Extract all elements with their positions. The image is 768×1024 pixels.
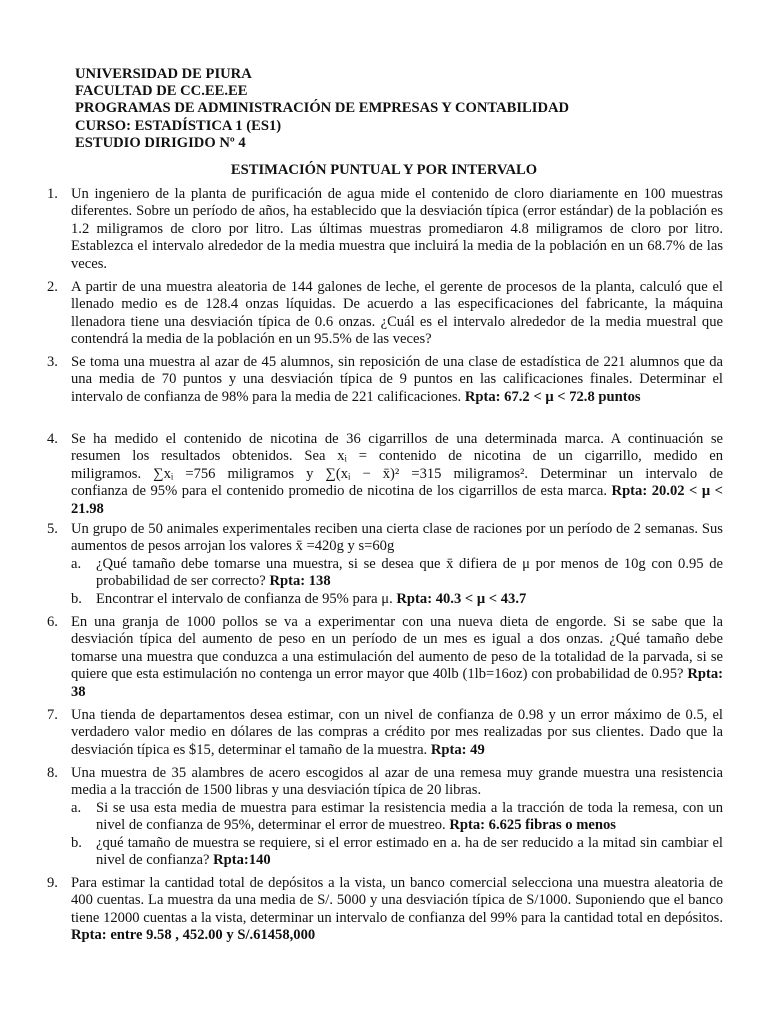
problem-number: 9.	[47, 875, 58, 891]
answer: Rpta:140	[213, 852, 271, 869]
problem-2	[47, 279, 723, 349]
course-name: CURSO: ESTADÍSTICA 1 (ES1)	[75, 117, 282, 134]
subitem-a	[71, 800, 723, 835]
problem-4	[47, 431, 723, 518]
problem-number: 6.	[47, 614, 58, 630]
problem-9	[47, 875, 723, 945]
problem-6	[47, 614, 723, 701]
problem-number: 8.	[47, 765, 58, 781]
problem-text: Se toma una muestra al azar de 45 alumnos, sin reposición de una clase de estadística de 221 alumnos que da una media de 70 puntos y una desviación típica de 9 puntos en las calificaciones finales. Determinar el intervalo de confianza de 98% para la media de 221 calificaciones.	[71, 354, 723, 405]
subitem-text: Si se usa esta media de muestra para estimar la resistencia media a la tracción de toda la remesa, con un nivel de confianza de 95%, determinar el error de muestreo.	[96, 799, 723, 834]
problem-number: 1.	[47, 186, 58, 202]
problem-number: 3.	[47, 354, 58, 370]
subitem-a	[71, 556, 723, 591]
problem-text-line: miligramos. ∑xᵢ =756 miligramos y ∑(xᵢ − x̄)² =315 miligramos². Determinar un intervalo de	[71, 465, 723, 482]
university-name: UNIVERSIDAD DE PIURA	[75, 66, 252, 82]
problem-8	[47, 765, 723, 869]
subitem-body	[96, 556, 723, 591]
problem-5	[47, 521, 723, 608]
subitem-letter: a.	[71, 799, 82, 816]
problem-text-line: resumen los resultados obtenidos. Sea xᵢ = contenido de nicotina de un cigarrillo, medido en	[71, 448, 723, 465]
answer: Rpta: 6.625 fibras o menos	[449, 817, 616, 834]
problem-body	[71, 707, 723, 759]
problem-number: 2.	[47, 279, 58, 295]
subitem-text: ¿qué tamaño de muestra se requiere, si el error estimado en a. ha de ser reducido a la mitad sin cambiar el nivel de confianza?	[96, 834, 723, 869]
problem-text: En una granja de 1000 pollos se va a experimentar con una nueva dieta de engorde. Si se sabe que la desviación típica del aumento de peso en un período de un mes es igual a dos onzas. ¿Qué tamaño debe tomarse una muestra que conduzca a una estimulación del aumento de peso de la totalidad de la parvada, si se quiere que esta estimulación no contenga un error mayor que 40lb (1lb=16oz) con probabilidad de 0.95?	[71, 614, 723, 683]
faculty-name: FACULTAD DE CC.EE.EE	[75, 83, 248, 100]
problem-text-line: Se ha medido el contenido de nicotina de 36 cigarrillos de una determinada marca. A continuación se	[71, 431, 723, 447]
answer: Rpta: 40.3 < μ < 43.7	[396, 590, 527, 607]
problem-text: Un grupo de 50 animales experimentales reciben una cierta clase de raciones por un período de 2 semanas. Sus aumentos de pesos arrojan los valores x̄ =420g y s=60g	[71, 521, 723, 555]
answer: Rpta: 20.02 < μ < 21.98	[71, 483, 723, 517]
problem-1	[47, 186, 723, 273]
problem-text: Un ingeniero de la planta de purificación de agua mide el contenido de cloro diariamente en 100 muestras diferentes. Sobre un período de años, ha establecido que la desviación típica (error estándar) de la población es 1.2 miligramos de cloro por litro. Las últimas muestras promediaron 4.8 miligramos de cloro por litro. Establezca el intervalo alrededor de la media muestra que incluirá la media de la población en un 68.7% de las veces.	[71, 186, 723, 272]
problem-body	[71, 614, 723, 701]
problem-text: Para estimar la cantidad total de depósitos a la vista, un banco comercial selecciona una muestra aleatoria de 400 cuentas. La muestra da una media de S/. 5000 y una desviación típica de S/1000. Suponiendo que el banco tiene 12000 cuentas a la vista, determinar un intervalo de confianza del 99% para la cantidad total en depósitos.	[71, 875, 723, 926]
problem-text: Una tienda de departamentos desea estimar, con un nivel de confianza de 0.98 y un error máximo de 0.5, el verdadero valor medio en dólares de las compras a crédito por mes realizadas por sus clientes. Dado que la desviación típica es $15, determinar el tamaño de la muestra.	[71, 707, 723, 758]
study-number: ESTUDIO DIRIGIDO Nº 4	[75, 134, 246, 151]
answer: Rpta: 49	[430, 741, 485, 758]
subitem-body	[96, 800, 723, 835]
subitem-letter: a.	[71, 555, 82, 572]
answer: Rpta: entre 9.58 , 452.00 y S/.61458,000	[71, 927, 316, 944]
answer: Rpta: 67.2 < μ < 72.8 puntos	[464, 388, 641, 405]
subitem-body	[96, 835, 723, 870]
programs-name: PROGRAMAS DE ADMINISTRACIÓN DE EMPRESAS Y CONTABILIDAD	[75, 100, 570, 117]
problem-body	[71, 354, 723, 406]
problem-text-line: confianza de 95% para el contenido promedio de nicotina de los cigarrillos de esta marca.	[71, 483, 608, 500]
problem-number: 4.	[47, 431, 58, 447]
subitem-b	[71, 835, 723, 870]
document-title: ESTIMACIÓN PUNTUAL Y POR INTERVALO	[230, 162, 538, 178]
subitem-letter: b.	[71, 590, 82, 607]
answer: Rpta: 38	[71, 666, 723, 700]
subitem-letter: b.	[71, 834, 82, 851]
problem-body	[71, 431, 723, 518]
problem-text: A partir de una muestra aleatoria de 144 galones de leche, el gerente de procesos de la planta, calculó que el llenado medio es de 128.4 onzas líquidas. De acuerdo a las especificaciones del fabricante, la máquina llenadora tiene una desviación típica de 0.6 onzas. ¿Cuál es el intervalo alrededor de la media muestral que contendrá la media de la población en un 95.5% de las veces?	[71, 279, 723, 348]
subitem-text: Encontrar el intervalo de confianza de 95% para μ.	[96, 590, 393, 607]
problem-number: 5.	[47, 521, 58, 537]
subitem-body	[96, 591, 723, 608]
problem-7	[47, 707, 723, 759]
problem-number: 7.	[47, 707, 58, 723]
problem-body	[71, 875, 723, 945]
subitem-b	[71, 591, 723, 608]
answer: Rpta: 138	[269, 573, 331, 590]
subitem-text: ¿Qué tamaño debe tomarse una muestra, si se desea que x̄ difiera de μ por menos de 10g con 0.95 de probabilidad de ser correcto?	[96, 555, 723, 590]
problem-3	[47, 354, 723, 406]
document-header	[75, 66, 715, 152]
problem-text: Una muestra de 35 alambres de acero escogidos al azar de una remesa muy grande muestra una resistencia media a la tracción de 1500 libras y una desviación típica de 20 libras.	[71, 765, 723, 799]
